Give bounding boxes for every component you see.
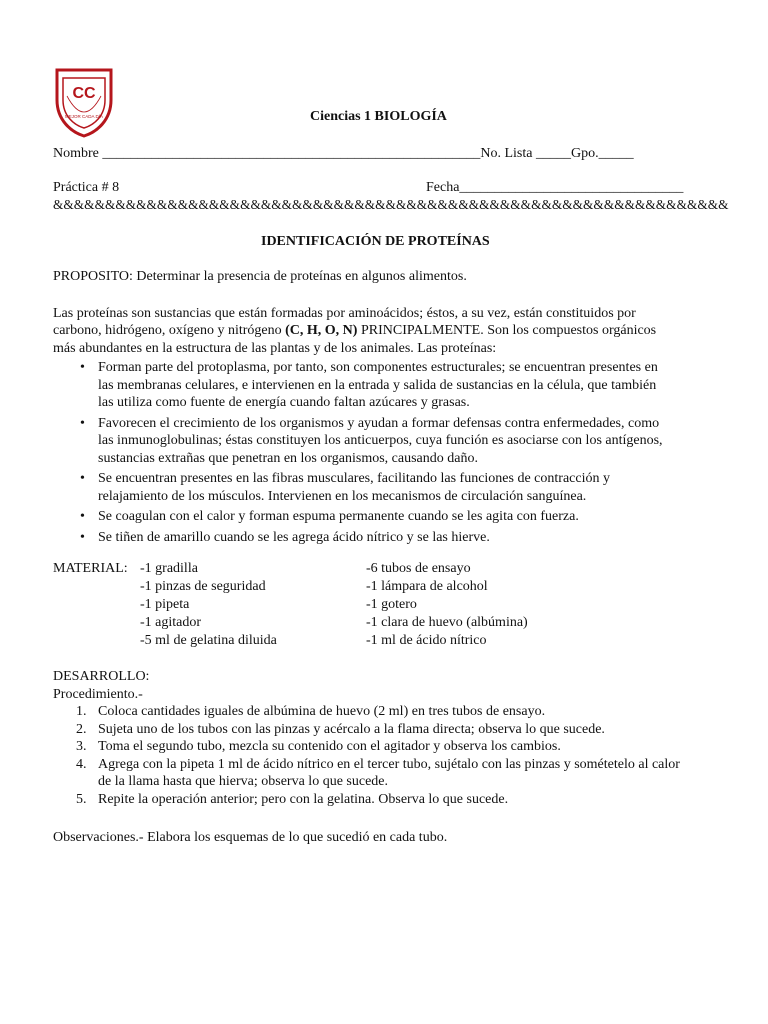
material-right-item: -1 clara de huevo (albúmina) <box>366 615 528 630</box>
bullet-item: • Se coagulan con el calor y forman espuma permanente cuando se les agita con fuerza. <box>80 509 579 524</box>
bullet-item: • Forman parte del protoplasma, por tanto, son componentes estructurales; se encuentran presentes en las membranas celulares, e intervienen en la entrada y salida de sustancias en la célula, que también las utiliza como fuente de energía cuando faltan azúcares y grasas. <box>80 360 658 410</box>
material-right-item: -1 lámpara de alcohol <box>366 579 488 594</box>
name-field-line[interactable]: Nombre ______________________________________________________No. Lista _____Gpo._____ <box>53 146 634 161</box>
svg-text:MEJOR CADA DÍA: MEJOR CADA DÍA <box>64 114 104 119</box>
procedure-step: 5. Repite la operación anterior; pero con la gelatina. Observa lo que sucede. <box>76 791 509 807</box>
material-left-item: -1 gradilla <box>140 561 198 576</box>
school-crest-logo <box>53 66 115 138</box>
material-left-item: -5 ml de gelatina diluida <box>140 633 277 648</box>
material-right-item: -1 gotero <box>366 597 417 612</box>
bullet-item: • Se encuentran presentes en las fibras musculares, facilitando las funciones de contracción y relajamiento de los músculos. Intervienen en los mecanismos de circulación sanguínea. <box>80 471 610 504</box>
separator-line: &&&&&&&&&&&&&&&&&&&&&&&&&&&&&&&&&&&&&&&&&&&&&&&&&&&&&&&&&&&&&&&&& <box>53 197 729 212</box>
procedure-step: 2. Sujeta uno de los tubos con las pinzas y acércalo a la flama directa; observa lo que sucede. <box>76 721 605 737</box>
intro-line-2: carbono, hidrógeno, oxígeno y nitrógeno (C, H, O, N) PRINCIPALMENTE. Son los compuestos orgánicos <box>53 323 657 338</box>
intro-line-3: más abundantes en la estructura de las plantas y de los animales. Las proteínas: <box>53 341 497 356</box>
material-label: MATERIAL: <box>53 561 128 576</box>
date-field-line[interactable]: Fecha________________________________ <box>426 180 684 195</box>
procedure-steps-list <box>76 703 746 808</box>
material-left-item: -1 pinzas de seguridad <box>140 579 266 594</box>
procedure-step: 3. Toma el segundo tubo, mezcla su contenido con el agitador y observa los cambios. <box>76 739 561 754</box>
svg-text:CC: CC <box>72 85 96 102</box>
material-left-item: -1 pipeta <box>140 597 190 612</box>
procedure-step: 1. Coloca cantidades iguales de albúmina de huevo (2 ml) en tres tubos de ensayo. <box>76 704 546 719</box>
observations-text: Observaciones.- Elabora los esquemas de lo que sucedió en cada tubo. <box>53 830 448 845</box>
material-right-item: -6 tubos de ensayo <box>366 561 471 576</box>
bullet-dot-icon: • <box>80 529 85 545</box>
material-right-item: -1 ml de ácido nítrico <box>366 633 487 648</box>
material-left-item: -1 agitador <box>140 615 202 630</box>
section-title: IDENTIFICACIÓN DE PROTEÍNAS <box>261 234 490 249</box>
protein-properties-list <box>80 359 740 549</box>
bullet-item: • Se tiñen de amarillo cuando se les agrega ácido nítrico y se las hierve. <box>80 529 490 545</box>
procedure-label: Procedimiento.- <box>53 687 143 702</box>
bullet-dot-icon: • <box>80 471 85 486</box>
bullet-dot-icon: • <box>80 360 85 375</box>
bullet-dot-icon: • <box>80 415 85 431</box>
practice-number: Práctica # 8 <box>53 180 120 195</box>
purpose-text: PROPOSITO: Determinar la presencia de proteínas en algunos alimentos. <box>53 269 467 284</box>
intro-line-1: Las proteínas son sustancias que están formadas por aminoácidos; éstos, a su vez, están constituidos por <box>53 306 636 321</box>
bullet-item: • Favorecen el crecimiento de los organismos y ayudan a formar defensas contra enfermedades, como las inmunoglobulinas; éstas constituyen los anticuerpos, cuya función es asociarse con los antígenos, sustancias extrañas que penetran en los organismos, causando daño. <box>80 415 663 466</box>
course-title: Ciencias 1 BIOLOGÍA <box>310 109 447 124</box>
development-label: DESARROLLO: <box>53 669 150 684</box>
procedure-step: 4. Agrega con la pipeta 1 ml de ácido nítrico en el tercer tubo, sujétalo con las pinzas y sométetelo al calor de la llama hasta que hierva; observa lo que sucede. <box>76 756 680 789</box>
bullet-dot-icon: • <box>80 509 85 524</box>
